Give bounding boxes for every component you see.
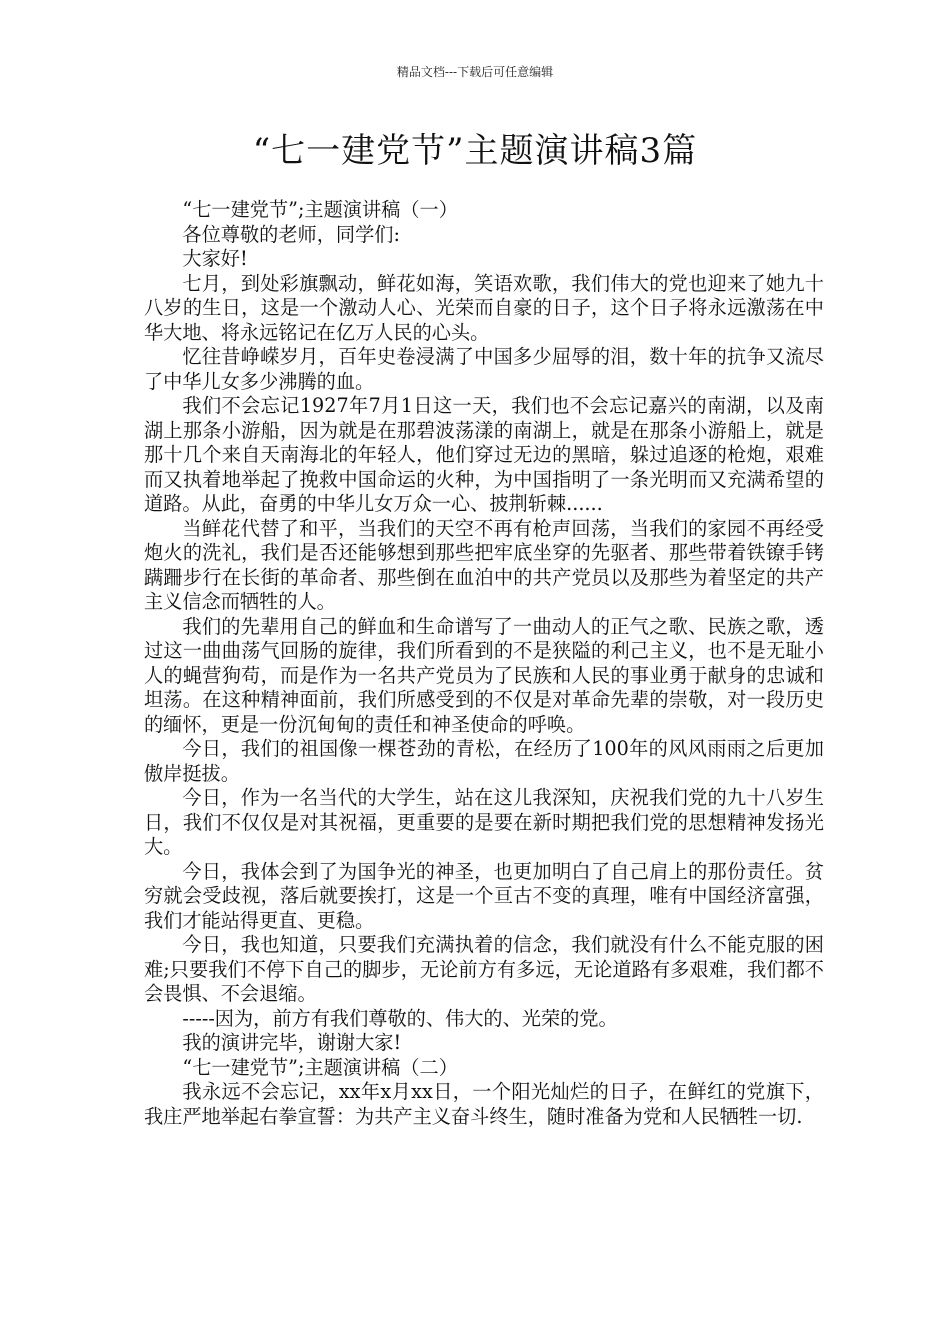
document-title: “七一建党节”主题演讲稿3篇 [252,131,698,171]
body-paragraph: 我们不会忘记1927年7月1日这一天，我们也不会忘记嘉兴的南湖，以及南湖上那条小游船，因为就是在那碧波荡漾的南湖上，就是在那条小游船上，就是那十几个来自天南海北的年轻人，他们穿过无边的黑暗，躲过追逐的枪炮，艰难而又执着地举起了挽救中国命运的火种，为中国指明了一条光明而又充满希望的道路。从此，奋勇的中华儿女万众一心、披荆斩棘...... [144,394,824,515]
body-paragraph: 今日，我体会到了为国争光的神圣，也更加明白了自己肩上的那份责任。贫穷就会受歧视，落后就要挨打，这是一个亘古不变的真理，唯有中国经济富强，我们才能站得更直、更稳。 [144,859,824,932]
body-paragraph: 七月，到处彩旗飘动，鲜花如海，笑语欢歌，我们伟大的党也迎来了她九十八岁的生日，这是一个激动人心、光荣而自豪的日子，这个日子将永远激荡在中华大地、将永远铭记在亿万人民的心头。 [144,271,824,344]
body-paragraph: 今日，我们的祖国像一棵苍劲的青松，在经历了100年的风风雨雨之后更加傲岸挺拔。 [144,737,824,785]
header-note: 精品文档---下载后可任意编辑 [396,65,554,79]
document-body [144,198,824,1129]
section-heading-1: “七一建党节”;主题演讲稿（一） [182,198,458,221]
body-paragraph: 忆往昔峥嵘岁月，百年史卷浸满了中国多少屈辱的泪，数十年的抗争又流尽了中华儿女多少沸腾的血。 [144,345,824,393]
body-paragraph: 今日，作为一名当代的大学生，站在这儿我深知，庆祝我们党的九十八岁生日，我们不仅仅是对其祝福，更重要的是要在新时期把我们党的思想精神发扬光大。 [144,786,824,858]
body-paragraph: 当鲜花代替了和平，当我们的天空不再有枪声回荡，当我们的家园不再经受炮火的洗礼，我们是否还能够想到那些把牢底坐穿的先驱者、那些带着铁镣手铐蹒跚步行在长街的革命者、那些倒在血泊中的共产党员以及那些为着坚定的共产主义信念而牺牲的人。 [144,516,824,613]
body-paragraph: 我们的先辈用自己的鲜血和生命谱写了一曲动人的正气之歌、民族之歌，透过这一曲曲荡气回肠的旋律，我们所看到的不是狭隘的利己主义，也不是无耻小人的蝇营狗苟，而是作为一名共产党员为了民族和人民的事业勇于献身的忠诚和坦荡。在这种精神面前，我们所感受到的不仅是对革命先辈的崇敬，对一段历史的缅怀，更是一份沉甸甸的责任和神圣使命的呼唤。 [144,614,824,736]
greeting: 大家好! [182,247,248,270]
body-paragraph: 我永远不会忘记，xx年x月xx日，一个阳光灿烂的日子，在鲜红的党旗下，我庄严地举起右拳宣誓：为共产主义奋斗终生，随时准备为党和人民牺牲一切. [144,1080,824,1128]
closing-line: 我的演讲完毕，谢谢大家! [182,1031,402,1054]
section-heading-2: “七一建党节”;主题演讲稿（二） [182,1055,458,1079]
salutation: 各位尊敬的老师，同学们: [182,222,400,246]
body-paragraph: 今日，我也知道，只要我们充满执着的信念，我们就没有什么不能克服的困难;只要我们不停下自己的脚步，无论前方有多远，无论道路有多艰难，我们都不会畏惧、不会退缩。 [144,933,824,1005]
body-paragraph: -----因为，前方有我们尊敬的、伟大的、光荣的党。 [182,1006,618,1030]
